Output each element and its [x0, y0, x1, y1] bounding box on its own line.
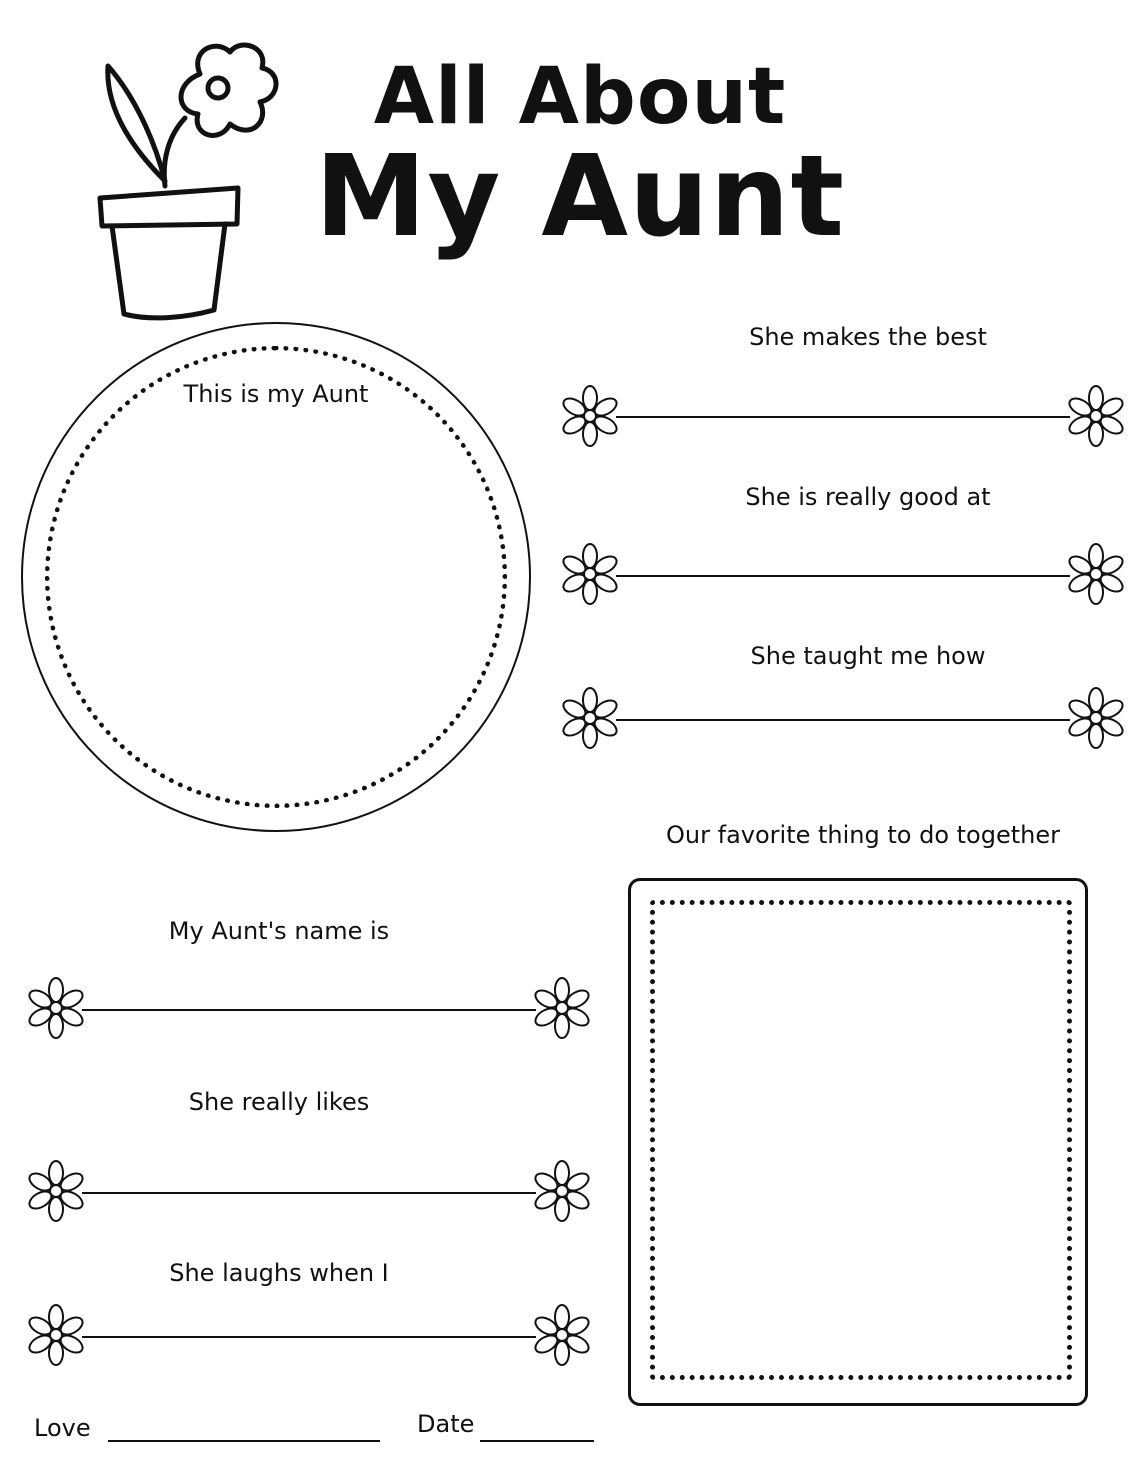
prompt-label-likes: She really likes — [188, 1088, 370, 1116]
daisy-icon — [24, 1155, 88, 1227]
daisy-icon — [1064, 538, 1128, 610]
photo-drawing-area[interactable] — [45, 346, 507, 808]
prompt-label-good-at: She is really good at — [745, 483, 991, 511]
answer-line-taught-me[interactable] — [616, 719, 1070, 721]
daisy-icon — [558, 682, 622, 754]
answer-line-good-at[interactable] — [616, 575, 1070, 577]
page-title-line2: My Aunt — [314, 132, 846, 262]
daisy-icon — [530, 1299, 594, 1371]
daisy-icon — [1064, 682, 1128, 754]
answer-line-likes[interactable] — [82, 1192, 536, 1194]
favorite-label: Our favorite thing to do together — [666, 821, 1060, 849]
love-label: Love — [34, 1414, 91, 1442]
date-line[interactable] — [480, 1440, 594, 1442]
favorite-drawing-area[interactable] — [650, 900, 1072, 1380]
daisy-icon — [24, 972, 88, 1044]
flower-pot-icon — [90, 36, 280, 326]
answer-line-laughs[interactable] — [82, 1336, 536, 1338]
daisy-icon — [24, 1299, 88, 1371]
prompt-label-laughs: She laughs when I — [169, 1259, 389, 1287]
prompt-label-taught-me: She taught me how — [750, 642, 986, 670]
answer-line-name[interactable] — [82, 1009, 536, 1011]
daisy-icon — [530, 1155, 594, 1227]
daisy-icon — [1064, 380, 1128, 452]
prompt-label-makes-best: She makes the best — [749, 323, 987, 351]
daisy-icon — [558, 538, 622, 610]
daisy-icon — [530, 972, 594, 1044]
daisy-icon — [558, 380, 622, 452]
love-signature-line[interactable] — [108, 1440, 380, 1442]
answer-line-makes-best[interactable] — [616, 416, 1070, 418]
date-label: Date — [417, 1410, 475, 1438]
page-title-line1: All About — [373, 52, 787, 142]
photo-label: This is my Aunt — [183, 380, 369, 408]
prompt-label-name: My Aunt's name is — [168, 917, 390, 945]
